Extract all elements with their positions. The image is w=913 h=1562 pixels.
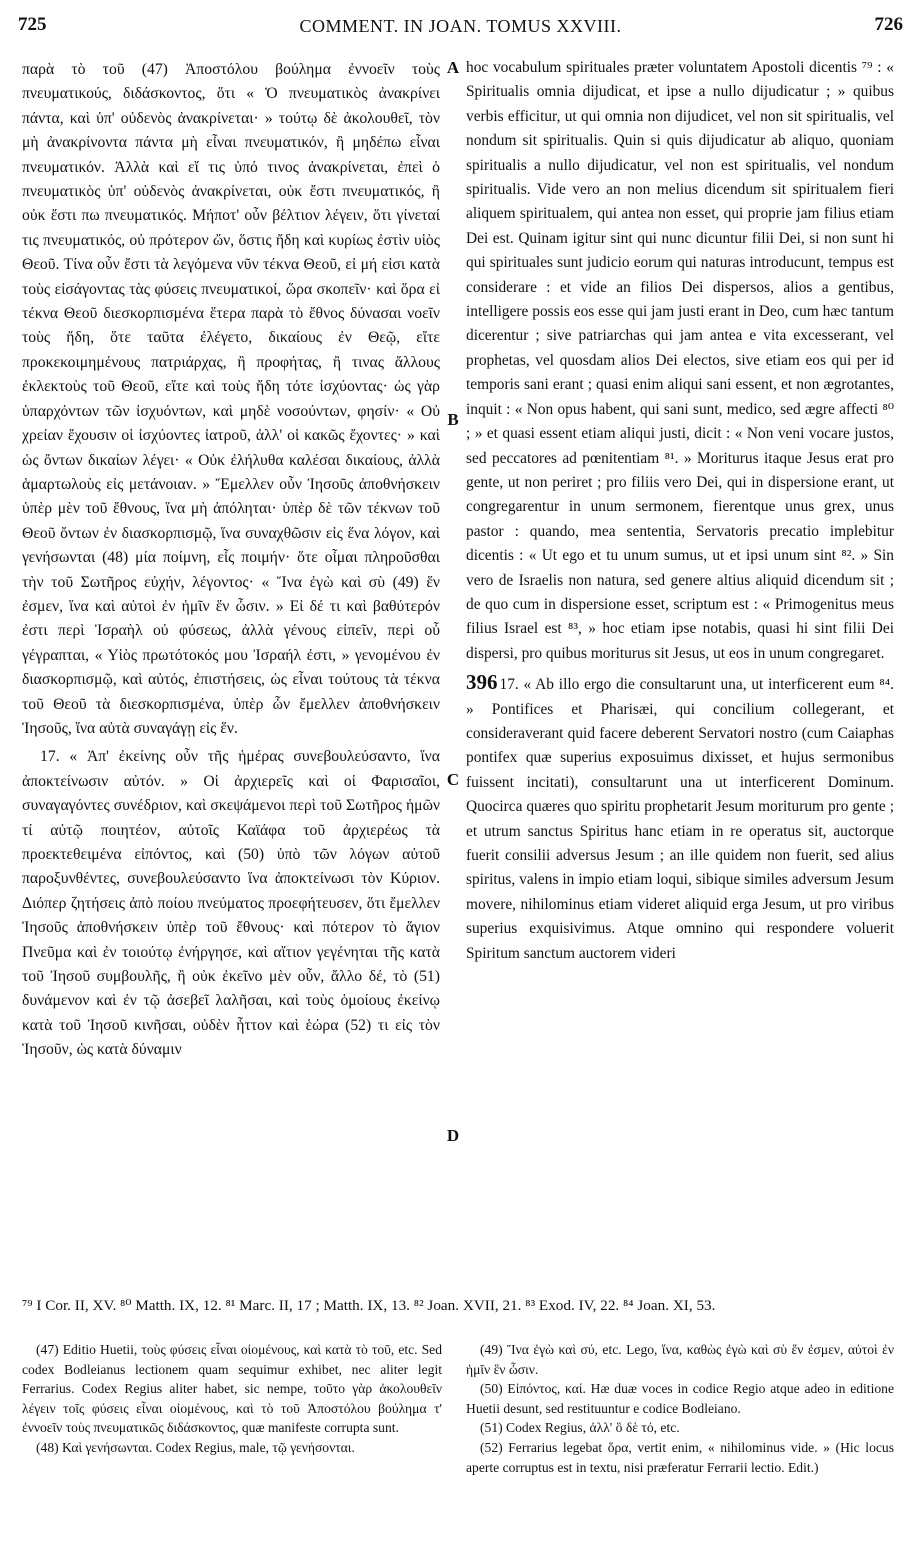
- latin-paragraph-1: hoc vocabulum spirituales præter voluntatem Apostoli dicentis ⁷⁹ : « Spiritualis omnia dijudicat, et ipse a nullo dijudicatur ; » quibus verbis efficitur, ut qui omnia non dijudicet, vel non sit spiritualis, vel nondum sit spiritualis. Quin si quis dijudicatur ab aliquo, quoniam spiritualis a nullo dijudicatur, vel non est spiritualis, vel nondum spiritualis. Vide vero an non melius dicendum sit spiritualem fieri aliquem spiritualem, qui antea non esset, qui proprie jam filius etiam Dei est. Quinam igitur sint qui nunc dicuntur filii Dei, si non sunt hi qui spirituales sunt judicio eorum qui naturas introducunt, tempus est considerare : et vide an filios Dei dispersos, alios a gentibus, intelligere possis eos esse qui jam justi erant in Deo, cum hæc tantum dicerentur ; sive patriarchas qui jam antea e vita excesserant, vel prophetas, vel quosdam alios Dei electos, sive etiam eos qui per id temporis sani erant ; quasi enim aliqui sani essent, et non ægrotantes, inquit : « Non opus habent, qui sani sunt, medico, sed ægre affecti ⁸⁰ ; » et quasi essent etiam aliqui justi, dicit : « Non veni vocare justos, sed peccatores ad pœnitentiam ⁸¹. » Moriturus itaque Jesus erat pro gente, ut non periret ; pro filiis vero Dei, qui in dispersione erant, ut congregarentur in unum sermonem, fierentque unus grex, unus pastor : quando, mea sententia, Servatoris precatio implebitur dicentis : « Ut ego et tu unum sumus, ut et ipsi unum sint ⁸². » Sin vero de Israelis non natura, sed genere altius aliquid dicendum sit ; de quo cum in dispersione esset, scriptum est : « Primogenitus meus filius Israel est ⁸³, » hoc etiam ipse notabis, quasi hi sint filii Dei dispersi, pro quibus moriturus sit Jesus, ut eos in unum congregaret.: [466, 59, 894, 662]
- footnote-47: (47) Editio Huetii, τοὺς φύσεις εἶναι οἰομένους, καὶ κατὰ τὸ τοῦ, etc. Sed codex Bodleianus lectionem quam sequimur exhibet, nec aliter legit Ferrarius. Codex Regius aliter habet, sic nempe, τοῦτο γὰρ ἀκολουθεῖν λέγειν τοῖς φύσεις εἶναι οἰομένους, καὶ τὸ τοῦ Ἀποστόλου βούλημα τ' ἐννοεῖν τοὺς πνευματικῶς διδάσκοντος, quæ manifeste corrupta sunt.: [22, 1342, 442, 1436]
- page-number-left: 725: [18, 14, 47, 35]
- greek-column: [22, 58, 440, 1294]
- margin-letter-c: C: [446, 770, 460, 789]
- footnote-51: (51) Codex Regius, ἀλλ' ὃ δὲ τό, etc.: [480, 1420, 680, 1436]
- running-title: COMMENT. IN JOAN. TOMUS XXVIII.: [299, 16, 622, 36]
- margin-letter-b: B: [447, 410, 459, 429]
- running-header: [18, 14, 903, 42]
- column-number: 396: [466, 670, 498, 695]
- latin-paragraph-2-wrap: [466, 670, 894, 966]
- margin-letter-d: D: [446, 1126, 460, 1145]
- footnote-48: (48) Καὶ γενήσωνται. Codex Regius, male, τῷ γενήσονται.: [36, 1439, 355, 1455]
- greek-paragraph-2: 17. « Ἀπ' ἐκείνης οὖν τῆς ἡμέρας συνεβουλεύσαντο, ἵνα ἀποκτείνωσιν αὐτόν. » Οἱ ἀρχιερεῖς καὶ οἱ Φαρισαῖοι, συναγαγόντες συνέδριον, καὶ σκεψάμενοι περὶ τοῦ Σωτῆρος ἡμῶν τί αὐτῷ ποιητέον, αὐτοῖς Καϊάφα τοῦ ἀρχιερέως τὰ προεκτεθειμένα εἰπόντος, καὶ (50) ὑπὸ τῶν λόγων αὐτοῦ παροξυνθέντες, συνεβουλεύσαντο ἵνα ἀποκτείνωσι τὸν Κύριον. Διόπερ ζητήσεις ἀπὸ ποίου πνεύματος προεφήτευσεν, ὅτι ἔμελλεν Ἰησοῦς ἀποθνήσκειν ὑπὲρ τοῦ ἔθνους· καὶ πότερον τὸ ἅγιον Πνεῦμα καὶ ἐν τοιούτῳ ἐνήργησε, καὶ αἴτιον γεγένηται τῆς κατὰ τοῦ Ἰησοῦ συμβουλῆς, ἢ οὐκ ἐκεῖνο μὲν οὖν, ἄλλο δέ, τὸ (51) δυνάμενον καὶ ἐν τῷ ἀσεβεῖ λαλῆσαι, καὶ τοὺς ὁμοίους ἐκείνῳ κατὰ τοῦ Ἰησοῦ κινῆσαι, οὐδὲν ἧττον καὶ ἑώρα (52) τι εἰς τὸν Ἰησοῦν, ὡς κατὰ δύναμιν: [22, 748, 440, 1059]
- latin-paragraph-2: 17. « Ab illo ergo die consultarunt una, ut interficerent eum ⁸⁴. » Pontifices et Pharisæi, qui concilium collegerant, et consideraverant quid facere deberent Servatori nostro (cum Caiaphas pontifex quæ superius exposuimus dixisset, et hujus sermonibus fuissent incitati), consultarunt una ut interficerent Dominum. Quocirca quæres quo spiritu prophetarit Jesum moriturum pro gente ; et utrum sanctus Spiritus hanc etiam in re operatus sit, auctorque fuerit consilii adversus Jesum ; an ille quidem non fuerit, sed alius spiritus, valens in impio etiam loqui, sibique similes adversum Jesum movere, nihilominus etiam videret aliquid erga Jesum, ut pro viribus superius exquisivimus. Atque omnino qui respondere voluerit Spiritum sanctum auctorem videri: [466, 676, 894, 962]
- footnote-49: (49) Ἵνα ἐγὼ καὶ σύ, etc. Lego, ἵνα, καθὼς ἐγὼ καὶ σὺ ἕν ἐσμεν, αὐτοὶ ἐν ἡμῖν ἓν ὦσιν.: [466, 1342, 894, 1377]
- footnotes-right: [466, 1340, 894, 1552]
- footnotes-left: [22, 1340, 442, 1552]
- greek-paragraph-1: παρὰ τὸ τοῦ (47) Ἀποστόλου βούλημα ἐννοεῖν τοὺς πνευματικούς, διδάσκοντος, ὅτι « Ὁ πνευματικὸς ἀνακρίνει πάντα, καὶ ὑπ' οὐδενὸς ἀνακρίνεται· » τούτῳ δὲ ἀκολουθεῖ, τὸν μὴ ἀνακρίνοντα πάντα μὴ εἶναι πνευματικόν, ἢ μηδέπω εἶναι πνευματικόν. Ἀλλὰ καὶ εἴ τις ὑπό τινος ἀνακρίνεται, ἐπεὶ ὁ πνευματικὸς ὑπ' οὐδενὸς ἀνακρίνεται, οὐκ ἔστι πνευματικός, ἢ οὐκ ἔστι πω πνευματικός. Μήποτ' οὖν βέλτιον λέγειν, ὅτι γίνεταί τις πνευματικός, οὐ πρότερον ὤν, ὅστις ἤδη καὶ κυρίως ἐστὶν υἱὸς Θεοῦ. Τίνα οὖν ἔστι τὰ λεγόμενα νῦν τέκνα Θεοῦ, εἰ μή εἰσι κατὰ τοὺς εἰσάγοντας τὰς φύσεις πνευματικοί, ὥρα σκοπεῖν· καὶ ὅρα εἰ τέκνα Θεοῦ διεσκορπισμένα ἕτερα παρὰ τὸ ἔθνος δύνασαι νοεῖν τοὺς ἤδη, ὅτε ταῦτα ἐλέγετο, δικαίους ἐν Θεῷ, εἴτε προκεκοιμημένους πατριάρχας, ἢ προφήτας, ἢ τινας ἄλλους ἐκλεκτοὺς τοῦ Θεοῦ, εἴτε καὶ τοὺς ἤδη τότε ἰσχύοντας· ὡς γὰρ ὑπαρχόντων τῶν ἰσχυόντων, καὶ μηδὲ νοσούντων, φησίν· « Οὐ χρείαν ἔχουσιν οἱ ἰσχύοντες ἰατροῦ, ἀλλ' οἱ κακῶς ἔχοντες· » καὶ ὡς ὄντων δικαίων λέγει· « Οὐκ ἐλήλυθα καλέσαι δικαίους, ἀλλὰ ἁμαρτωλοὺς εἰς μετάνοιαν. » Ἔμελλεν οὖν Ἰησοῦς ἀποθνήσκειν ὑπὲρ μὲν τοῦ ἔθνους, ἵνα μὴ ἀπόληται· ὑπὲρ δὲ τῶν τέκνων τοῦ Θεοῦ ὄντων ἐν διασκορπισμῷ, ἵνα συναχθῶσιν εἰς ἕνα λόγον, καὶ γενήσωνται (48) μία ποίμνη, εἷς ποιμήν· ὅτε οἶμαι πληροῦσθαι τὴν τοῦ Σωτῆρος εὐχήν, λέγοντος· « Ἵνα ἐγὼ καὶ σὺ (49) ἕν ἐσμεν, ἵνα καὶ αὐτοὶ ἐν ἡμῖν ἕν ὦσιν. » Εἰ δέ τι καὶ βαθύτερόν ἐστι περὶ Ἰσραὴλ οὐ φύσεως, ἀλλὰ γένους εἰπεῖν, περὶ οὗ γέγραπται, « Υἱὸς πρωτότοκός μου Ἰσραήλ ἐστι, » γενομένου ἐν διασκορπισμῷ, καὶ αὐτός, ἐπιστήσεις, ὡς εἶναι τούτους τὰ τέκνα τοῦ Θεοῦ τὰ διεσκορπισμένα, ὑπὲρ ὧν ἔμελλεν ἀποθνήσκειν Ἰησοῦς, ἵνα αὐτὰ συναγάγῃ εἰς ἕν.: [22, 61, 440, 737]
- scripture-references: ⁷⁹ I Cor. II, XV. ⁸⁰ Matth. IX, 12. ⁸¹ Marc. II, 17 ; Matth. IX, 13. ⁸² Joan. XVII, 21. ⁸³ Exod. IV, 22. ⁸⁴ Joan. XI, 53.: [22, 1297, 716, 1314]
- page-number-right: 726: [874, 14, 903, 35]
- latin-column: [466, 56, 894, 1294]
- footnote-50: (50) Εἰπόντος, καί. Hæ duæ voces in codice Regio atque adeo in editione Huetii desunt, sed restituuntur e codice Bodleiano.: [466, 1381, 894, 1416]
- footnote-52: (52) Ferrarius legebat ὅρα, vertit enim, « nihilominus vide. » (Hic locus aperte corruptus est in textu, nisi præferatur Ferrarii lectio. Edit.): [466, 1439, 894, 1475]
- margin-letter-a: A: [446, 58, 460, 77]
